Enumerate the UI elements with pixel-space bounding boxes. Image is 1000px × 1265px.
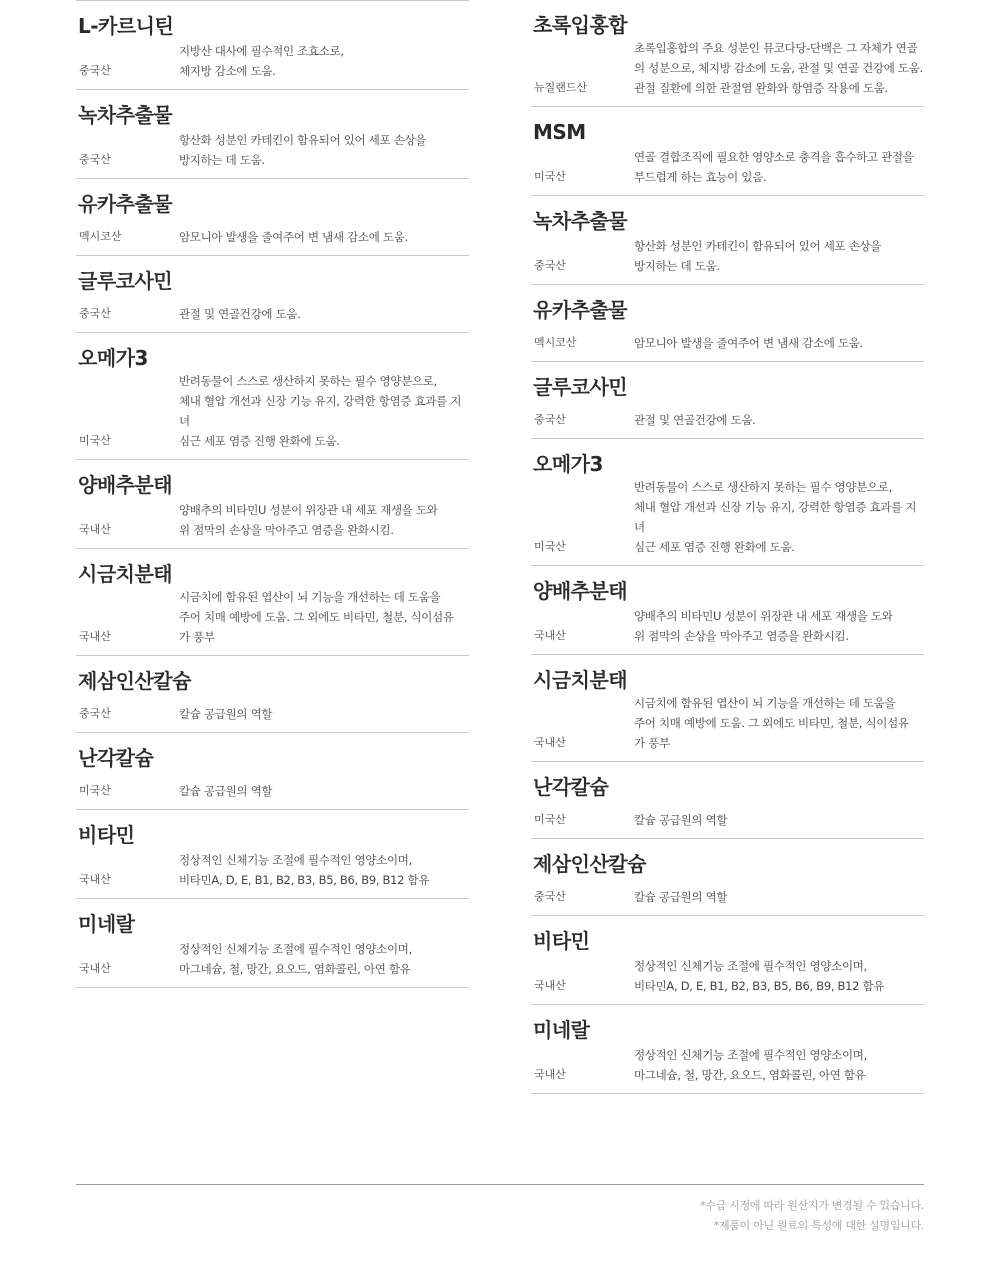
- ingredient-description: 관절 및 연골건강에 도움.: [179, 307, 301, 321]
- ingredient-item: [531, 1005, 924, 1094]
- ingredient-detail-row: [531, 234, 924, 276]
- ingredient-detail-row: [531, 954, 924, 996]
- ingredient-name: 난각칼슘: [533, 775, 609, 799]
- ingredient-detail-row: [531, 800, 924, 830]
- ingredient-name: 미네랄: [78, 912, 135, 936]
- ingredient-item: [76, 90, 469, 179]
- ingredient-name: 시금치분태: [533, 668, 628, 692]
- ingredient-origin: 국내산: [534, 979, 566, 992]
- ingredient-origin: 중국산: [79, 307, 111, 320]
- ingredient-description: 정상적인 신체기능 조절에 필수적인 영양소이며, 비타민A, D, E, B1, B2, B3, B5, B6, B9, B12 함유: [634, 959, 885, 993]
- ingredient-origin: 국내산: [534, 629, 566, 642]
- ingredient-name: 제삼인산칼슘: [533, 852, 646, 876]
- ingredient-detail-row: [531, 604, 924, 646]
- ingredient-description: 시금치에 함유된 엽산이 뇌 기능을 개선하는 데 도움을 주어 치매 예방에 도움. 그 외에도 비타민, 철분, 식이섬유 가 풍부: [179, 590, 454, 644]
- ingredient-description: 칼슘 공급원의 역할: [634, 890, 728, 904]
- ingredient-detail-row: [531, 400, 924, 430]
- ingredient-origin: 미국산: [79, 784, 111, 797]
- ingredient-description: 암모니아 발생을 줄여주어 변 냄새 감소에 도움.: [634, 336, 863, 350]
- ingredient-description: 정상적인 신체기능 조절에 필수적인 영양소이며, 비타민A, D, E, B1, B2, B3, B5, B6, B9, B12 함유: [179, 853, 430, 887]
- ingredient-origin: 중국산: [79, 153, 111, 166]
- ingredient-detail-row: [76, 128, 469, 170]
- footer-note: *수급 시정에 따라 원산지가 변경될 수 있습니다.: [700, 1199, 924, 1212]
- ingredient-description: 칼슘 공급원의 역할: [634, 813, 728, 827]
- footer-note: *제품이 아닌 원료의 특성에 대한 설명입니다.: [713, 1219, 924, 1232]
- ingredient-name: 유카추출물: [78, 192, 173, 216]
- ingredient-detail-row: [76, 39, 469, 81]
- ingredient-item: [531, 362, 924, 439]
- ingredient-item: [76, 549, 469, 656]
- ingredient-origin: 국내산: [79, 630, 111, 643]
- ingredient-origin: 중국산: [534, 890, 566, 903]
- ingredient-name: 미네랄: [533, 1018, 590, 1042]
- ingredient-name: 녹차추출물: [533, 209, 628, 233]
- ingredient-origin: 뉴질랜드산: [534, 81, 588, 94]
- ingredient-detail-row: [531, 693, 924, 753]
- ingredient-description: 양배추의 비타민U 성분이 위장관 내 세포 재생을 도와 위 점막의 손상을 막아주고 염증을 완화시킴.: [634, 609, 893, 643]
- ingredient-name: 양배추분태: [533, 579, 628, 603]
- ingredient-item: [531, 916, 924, 1005]
- ingredient-origin: 멕시코산: [79, 230, 122, 243]
- ingredient-description: 양배추의 비타민U 성분이 위장관 내 세포 재생을 도와 위 점막의 손상을 막아주고 염증을 완화시킴.: [179, 503, 438, 537]
- ingredient-item: [76, 460, 469, 549]
- ingredient-item: [531, 196, 924, 285]
- ingredient-item: [76, 656, 469, 733]
- ingredient-description: 연골 결합조직에 필요한 영양소로 충격을 흡수하고 관절을 부드럽게 하는 효능이 있음.: [634, 150, 914, 184]
- ingredient-name: 비타민: [533, 929, 590, 953]
- ingredient-name: 글루코사민: [78, 269, 173, 293]
- ingredient-item: [76, 810, 469, 899]
- footer-divider: [76, 1184, 924, 1185]
- ingredient-origin: 국내산: [534, 736, 566, 749]
- ingredient-detail-row: [76, 937, 469, 979]
- ingredient-item: [76, 733, 469, 810]
- ingredient-origin: 국내산: [79, 873, 111, 886]
- ingredient-item: [531, 762, 924, 839]
- ingredient-description: 칼슘 공급원의 역할: [179, 707, 273, 721]
- ingredient-item: [76, 256, 469, 333]
- ingredient-name: 난각칼슘: [78, 746, 154, 770]
- footer-notes: [700, 1196, 924, 1236]
- ingredient-item: [76, 179, 469, 256]
- ingredient-description: 정상적인 신체기능 조절에 필수적인 영양소이며, 마그네슘, 철, 망간, 요오드, 염화콜린, 아연 함유: [634, 1048, 867, 1082]
- ingredient-description: 지방산 대사에 필수적인 조효소로, 체지방 감소에 도움.: [179, 44, 344, 78]
- ingredient-name: 시금치분태: [78, 562, 173, 586]
- ingredient-origin: 중국산: [79, 64, 111, 77]
- ingredient-name: 제삼인산칼슘: [78, 669, 191, 693]
- ingredient-item: [531, 285, 924, 362]
- ingredient-origin: 미국산: [534, 813, 566, 826]
- ingredient-name: 글루코사민: [533, 375, 628, 399]
- ingredient-item: [531, 839, 924, 916]
- ingredient-detail-row: [76, 587, 469, 647]
- ingredient-detail-row: [531, 477, 924, 557]
- ingredient-description: 정상적인 신체기능 조절에 필수적인 영양소이며, 마그네슘, 철, 망간, 요오드, 염화콜린, 아연 함유: [179, 942, 412, 976]
- ingredient-detail-row: [76, 498, 469, 540]
- ingredient-description: 항산화 성분인 카테킨이 함유되어 있어 세포 손상을 방지하는 데 도움.: [634, 239, 882, 273]
- ingredient-origin: 국내산: [79, 523, 111, 536]
- ingredient-detail-row: [531, 145, 924, 187]
- ingredient-name: 녹차추출물: [78, 103, 173, 127]
- ingredient-name: L-카르니틴: [78, 14, 174, 38]
- ingredient-description: 암모니아 발생을 줄여주어 변 냄새 감소에 도움.: [179, 230, 408, 244]
- ingredient-item: [531, 0, 924, 107]
- ingredient-detail-row: [76, 217, 469, 247]
- ingredient-description: 반려동물이 스스로 생산하지 못하는 필수 영양분으로, 체내 혈압 개선과 신장 기능 유지, 강력한 항염증 효과를 지녀 심근 세포 염증 진행 완화에 도움.: [179, 374, 462, 448]
- ingredient-description: 반려동물이 스스로 생산하지 못하는 필수 영양분으로, 체내 혈압 개선과 신장 기능 유지, 강력한 항염증 효과를 지녀 심근 세포 염증 진행 완화에 도움.: [634, 480, 917, 554]
- ingredient-detail-row: [531, 323, 924, 353]
- ingredient-origin: 미국산: [534, 540, 566, 553]
- ingredient-item: [531, 439, 924, 566]
- ingredient-detail-row: [531, 1043, 924, 1085]
- ingredient-item: [76, 0, 469, 90]
- ingredient-name: 비타민: [78, 823, 135, 847]
- ingredient-origin: 중국산: [79, 707, 111, 720]
- ingredient-origin: 국내산: [79, 962, 111, 975]
- ingredient-name: MSM: [533, 120, 586, 144]
- ingredient-name: 오메가3: [78, 346, 148, 370]
- ingredient-list-left: [76, 0, 469, 988]
- ingredient-origin: 미국산: [534, 170, 566, 183]
- ingredient-origin: 중국산: [534, 259, 566, 272]
- ingredient-detail-row: [76, 371, 469, 451]
- ingredient-detail-row: [76, 694, 469, 724]
- ingredient-name: 초록입홍합: [533, 13, 628, 37]
- ingredient-origin: 중국산: [534, 413, 566, 426]
- ingredient-description: 관절 및 연골건강에 도움.: [634, 413, 756, 427]
- ingredient-name: 오메가3: [533, 452, 603, 476]
- ingredient-item: [76, 333, 469, 460]
- ingredient-description: 항산화 성분인 카테킨이 함유되어 있어 세포 손상을 방지하는 데 도움.: [179, 133, 427, 167]
- ingredient-detail-row: [76, 294, 469, 324]
- ingredient-origin: 미국산: [79, 434, 111, 447]
- ingredient-name: 유카추출물: [533, 298, 628, 322]
- ingredient-description: 칼슘 공급원의 역할: [179, 784, 273, 798]
- ingredient-name: 양배추분태: [78, 473, 173, 497]
- ingredient-description: 초록입홍합의 주요 성분인 뮤코다당-단백은 그 자체가 연골 의 성분으로, 체지방 감소에 도움, 관절 및 연골 건강에 도움. 관절 질환에 의한 관절염 완화와 항염증 작용에 도움.: [634, 41, 923, 95]
- ingredient-item: [531, 655, 924, 762]
- ingredient-item: [531, 107, 924, 196]
- ingredient-detail-row: [531, 877, 924, 907]
- ingredient-description: 시금치에 함유된 엽산이 뇌 기능을 개선하는 데 도움을 주어 치매 예방에 도움. 그 외에도 비타민, 철분, 식이섬유 가 풍부: [634, 696, 909, 750]
- ingredient-detail-row: [76, 848, 469, 890]
- ingredient-item: [531, 566, 924, 655]
- ingredient-detail-row: [531, 38, 924, 98]
- ingredient-list-right: [531, 0, 924, 1094]
- ingredient-item: [76, 899, 469, 988]
- ingredient-detail-row: [76, 771, 469, 801]
- ingredient-origin: 국내산: [534, 1068, 566, 1081]
- ingredient-origin: 멕시코산: [534, 336, 577, 349]
